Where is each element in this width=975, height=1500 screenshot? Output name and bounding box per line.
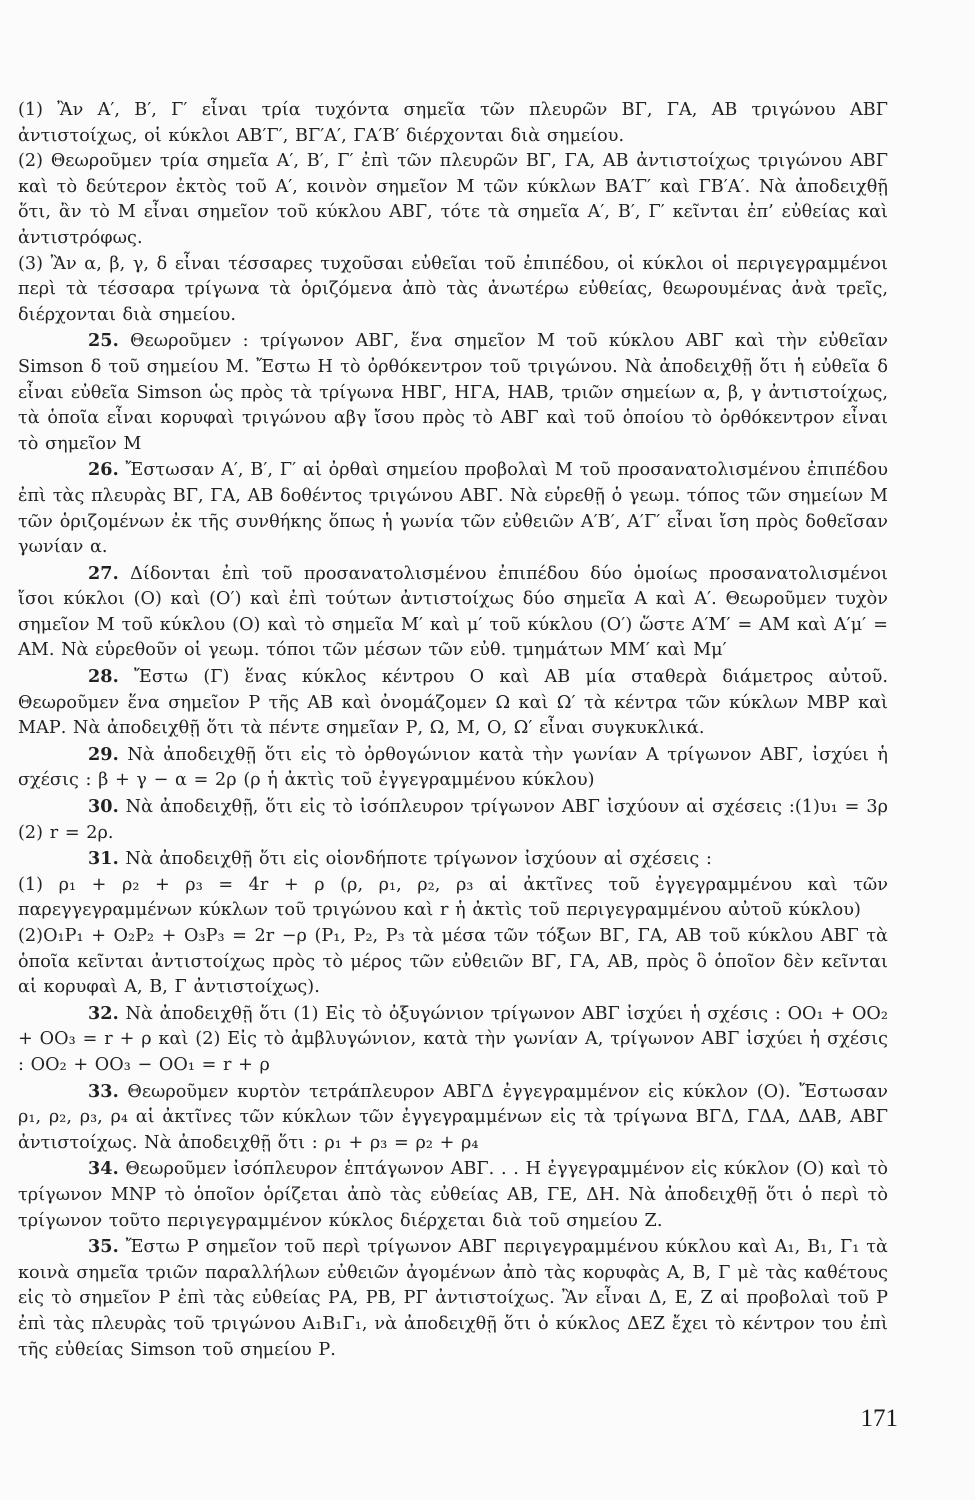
problem-number: 29.	[88, 743, 119, 765]
problem-text: Ἔστω Ρ σημεῖον τοῦ περὶ τρίγωνον ΑΒΓ περιγεγραμμένου κύκλου καὶ Α₁, Β₁, Γ₁ τὰ κοινὰ σημεῖα τριῶν παραλλήλων εὐθειῶν ἀγομένων ἀπὸ τὰς κορυφὰς Α, Β, Γ μὲ τὰς καθέτους εἰς τὸ σημεῖον Ρ ἐπὶ τὰς εὐθείας ΡΑ, ΡΒ, ΡΓ ἀντιστοίχως. Ἂν εἶναι Δ, Ε, Ζ αἱ προβολαὶ τοῦ Ρ ἐπὶ τὰς πλευρὰς τοῦ τριγώνου Α₁Β₁Γ₁, νὰ ἀποδειχθῇ ὅτι ὁ κύκλος ΔΕΖ ἔχει τὸ κέντρον του ἐπὶ τῆς εὐθείας Simson τοῦ σημείου Ρ.	[18, 1237, 888, 1360]
problem-text: Νὰ ἀποδειχθῇ ὅτι (1) Εἰς τὸ ὀξυγώνιον τρίγωνον ΑΒΓ ἰσχύει ἡ σχέσις : ΟΟ₁ + ΟΟ₂ + ΟΟ₃ = r + ρ καὶ (2) Εἰς τὸ ἀμβλυγώνιον, κατὰ τὴν γωνίαν Α, τρίγωνον ΑΒΓ ἰσχύει ἡ σχέσις : ΟΟ₂ + ΟΟ₃ − ΟΟ₁ = r + ρ	[18, 1003, 888, 1075]
problem-33	[18, 1079, 888, 1157]
problem-25	[18, 328, 888, 457]
problem-number: 28.	[88, 666, 119, 688]
problem-text: Θεωροῦμεν ἰσόπλευρον ἑπτάγωνον ΑΒΓ. . . Η ἐγγεγραμμένον εἰς κύκλον (Ο) καὶ τὸ τρίγωνον ΜΝΡ τὸ ὁποῖον ὁρίζεται ἀπὸ τὰς εὐθείας ΑΒ, ΓΕ, ΔΗ. Νὰ ἀποδειχθῇ ὅτι ὁ περὶ τὸ τρίγωνον τοῦτο περιγεγραμμένον κύκλος διέρχεται διὰ τοῦ σημείου Ζ.	[18, 1159, 888, 1231]
problem-31	[18, 846, 888, 873]
problem-text: Νὰ ἀποδειχθῇ ὅτι εἰς τὸ ὀρθογώνιον κατὰ τὴν γωνίαν Α τρίγωνον ΑΒΓ, ἰσχύει ἡ σχέσις : β + γ − α = 2ρ (ρ ἡ ἀκτὶς τοῦ ἐγγεγραμμένου κύκλου)	[18, 744, 888, 791]
problem-30	[18, 794, 888, 846]
problem-text: Δίδονται ἐπὶ τοῦ προσανατολισμένου ἐπιπέδου δύο ὁμοίως προσανατολισμένοι ἴσοι κύκλοι (Ο) καὶ (Ο′) καὶ ἐπὶ τούτων ἀντιστοίχως δύο σημεῖα Α καὶ Α′. Θεωροῦμεν τυχὸν σημεῖον Μ τοῦ κύκλου (Ο) καὶ τὸ σημεῖα Μ′ καὶ μ′ τοῦ κύκλου (Ο′) ὥστε Α′Μ′ = ΑΜ καὶ Α′μ′ = ΑΜ. Νὰ εὑρεθοῦν οἱ γεωμ. τόποι τῶν μέσων τῶν εὐθ. τμημάτων ΜΜ′ καὶ Μμ′	[18, 563, 888, 661]
problem-text: Θεωροῦμεν κυρτὸν τετράπλευρον ΑΒΓΔ ἐγγεγραμμένον εἰς κύκλον (Ο). Ἔστωσαν ρ₁, ρ₂, ρ₃, ρ₄ αἱ ἀκτῖνες τῶν κύκλων τῶν ἐγγεγραμμένων εἰς τὰ τρίγωνα ΒΓΔ, ΓΔΑ, ΔΑΒ, ΑΒΓ ἀντιστοίχως. Νὰ ἀποδειχθῇ ὅτι : ρ₁ + ρ₃ = ρ₂ + ρ₄	[18, 1081, 888, 1153]
paragraph-subproblem-3	[18, 252, 888, 329]
problem-35	[18, 1234, 888, 1363]
problem-number: 31.	[88, 848, 119, 870]
problem-32	[18, 1001, 888, 1079]
problem-27	[18, 561, 888, 664]
problem-text: Θεωροῦμεν : τρίγωνον ΑΒΓ, ἕνα σημεῖον Μ τοῦ κύκλου ΑΒΓ καὶ τὴν εὐθεῖαν Simson δ τοῦ σημείου Μ. Ἔστω Η τὸ ὀρθόκεντρον τοῦ τριγώνου. Νὰ ἀποδειχθῇ ὅτι ἡ εὐθεῖα δ εἶναι εὐθεῖα Simson ὡς πρὸς τὰ τρίγωνα ΗΒΓ, ΗΓΑ, ΗΑΒ, τριῶν σημείων α, β, γ ἀντιστοίχως, τὰ ὁποῖα εἶναι κορυφαὶ τριγώνου αβγ ἴσου πρὸς τὸ ΑΒΓ καὶ τοῦ ὁποίου τὸ ὀρθόκεντρον εἶναι τὸ σημεῖον Μ	[18, 331, 888, 454]
problem-text: Νὰ ἀποδειχθῇ ὅτι εἰς οἱονδήποτε τρίγωνον ἰσχύουν αἱ σχέσεις :	[118, 849, 712, 870]
problem-text: Νὰ ἀποδειχθῇ, ὅτι εἰς τὸ ἰσόπλευρον τρίγωνον ΑΒΓ ἰσχύουν αἱ σχέσεις :(1)υ₁ = 3ρ (2) r = 2ρ.	[18, 797, 888, 843]
problem-34	[18, 1156, 888, 1234]
paragraph-subproblem-1	[18, 98, 888, 149]
problem-text: Ἔστωσαν Α′, Β′, Γ′ αἱ ὀρθαὶ σημείου προβολαὶ Μ τοῦ προσανατολισμένου ἐπιπέδου ἐπὶ τὰς πλευρὰς ΒΓ, ΓΑ, ΑΒ δοθέντος τριγώνου ΑΒΓ. Νὰ εὑρεθῇ ὁ γεωμ. τόπος τῶν σημείων Μ τῶν ὁριζομένων ἐκ τῆς συνθήκης ὅπως ἡ γωνία τῶν εὐθειῶν Α′Β′, Α′Γ′ εἶναι ἴση πρὸς δοθεῖσαν γωνίαν α.	[18, 460, 888, 558]
paragraph-text: (3) Ἂν α, β, γ, δ εἶναι τέσσαρες τυχοῦσαι εὐθεῖαι τοῦ ἐπιπέδου, οἱ κύκλοι οἱ περιγεγραμμένοι περὶ τὰ τέσσαρα τρίγωνα τὰ ὁριζόμενα ἀπὸ τὰς ἀνωτέρω εὐθείας, θεωρουμένας ἀνὰ τρεῖς, διέρχονται διὰ σημείου.	[18, 253, 888, 325]
page-body	[18, 98, 888, 1363]
paragraph-text: (2)Ο₁Ρ₁ + Ο₂Ρ₂ + Ο₃Ρ₃ = 2r −ρ (Ρ₁, Ρ₂, Ρ₃ τὰ μέσα τῶν τόξων ΒΓ, ΓΑ, ΑΒ τοῦ κύκλου ΑΒΓ τὰ ὁποῖα κεῖνται ἀντιστοίχως πρὸς τὸ μέρος τῶν εὐθειῶν ΒΓ, ΓΑ, ΑΒ, πρὸς ὃ ὁποῖον δὲν κεῖνται αἱ κορυφαὶ Α, Β, Γ ἀντιστοίχως).	[18, 926, 888, 998]
problem-29	[18, 742, 888, 794]
problem-number: 35.	[88, 1236, 119, 1258]
problem-number: 30.	[88, 796, 119, 818]
problem-number: 25.	[88, 330, 119, 352]
problem-28	[18, 664, 888, 742]
problem-number: 33.	[88, 1080, 119, 1102]
problem-number: 32.	[88, 1002, 119, 1024]
problem-number: 34.	[88, 1158, 119, 1180]
problem-number: 27.	[88, 562, 119, 584]
problem-31-part-1	[18, 873, 888, 924]
page-number: 171	[860, 1405, 898, 1432]
paragraph-text: (1) ρ₁ + ρ₂ + ρ₃ = 4r + ρ (ρ, ρ₁, ρ₂, ρ₃ αἱ ἀκτῖνες τοῦ ἐγγεγραμμένου καὶ τῶν παρεγγεγραμμένων κύκλων τοῦ τριγώνου καὶ r ἡ ἀκτὶς τοῦ περιγεγραμμένου αὐτοῦ κύκλου)	[18, 874, 888, 921]
paragraph-subproblem-2	[18, 149, 888, 251]
paragraph-text: (2) Θεωροῦμεν τρία σημεῖα Α′, Β′, Γ′ ἐπὶ τῶν πλευρῶν ΒΓ, ΓΑ, ΑΒ ἀντιστοίχως τριγώνου ΑΒΓ καὶ τὸ δεύτερον ἐκτὸς τοῦ Α′, κοινὸν σημεῖον Μ τῶν κύκλων ΒΑ′Γ′ καὶ ΓΒ′Α′. Νὰ ἀποδειχθῇ ὅτι, ἂν τὸ Μ εἶναι σημεῖον τοῦ κύκλου ΑΒΓ, τότε τὰ σημεῖα Α′, Β′, Γ′ κεῖνται ἐπ’ εὐθείας καὶ ἀντιστρόφως.	[18, 151, 888, 248]
problem-26	[18, 457, 888, 560]
problem-31-part-2	[18, 924, 888, 1001]
problem-text: Ἔστω (Γ) ἕνας κύκλος κέντρου Ο καὶ ΑΒ μία σταθερὰ διάμετρος αὐτοῦ. Θεωροῦμεν ἕνα σημεῖον Ρ τῆς ΑΒ καὶ ὀνομάζομεν Ω καὶ Ω′ τὰ κέντρα τῶν κύκλων ΜΒΡ καὶ ΜΑΡ. Νὰ ἀποδειχθῇ ὅτι τὰ πέντε σημεῖαν Ρ, Ω, Μ, Ο, Ω′ εἶναι συγκυκλικά.	[18, 667, 888, 739]
paragraph-text: (1) Ἂν Α′, Β′, Γ′ εἶναι τρία τυχόντα σημεῖα τῶν πλευρῶν ΒΓ, ΓΑ, ΑΒ τριγώνου ΑΒΓ ἀντιστοίχως, οἱ κύκλοι ΑΒ′Γ′, ΒΓ′Α′, ΓΑ′Β′ διέρχονται διὰ σημείου.	[18, 100, 888, 146]
problem-number: 26.	[88, 459, 119, 481]
